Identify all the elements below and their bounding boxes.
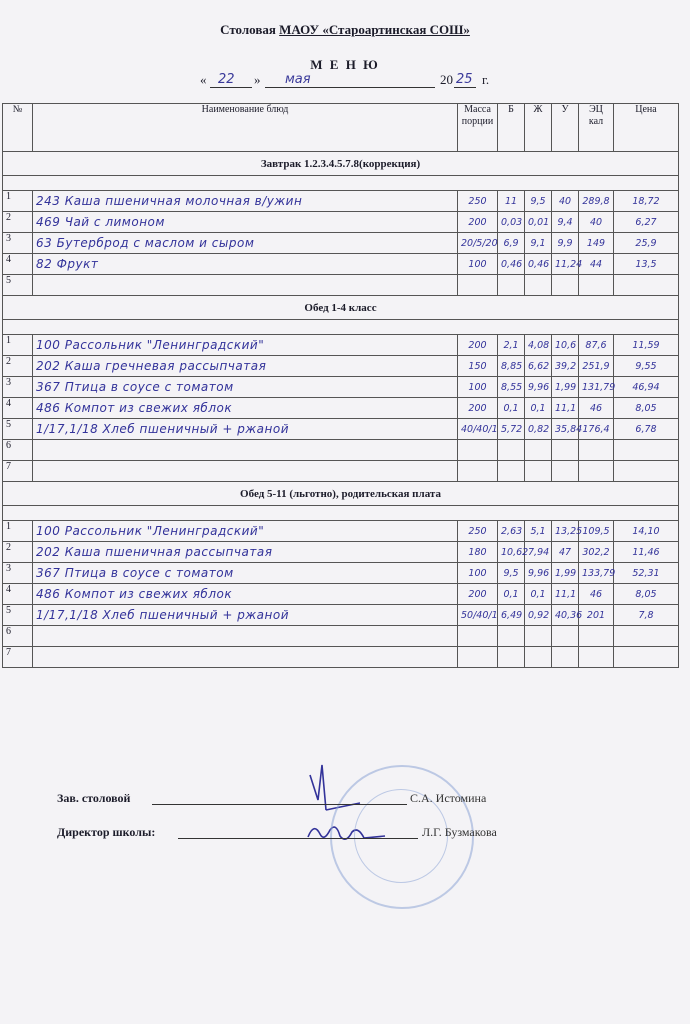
fat-cell: 7,94 — [525, 542, 552, 563]
section-row — [3, 482, 679, 506]
carbs-cell: 11,1 — [552, 398, 579, 419]
row-number: 3 — [3, 233, 33, 254]
section-title: Обед 5-11 (льготно), родительская плата — [3, 482, 679, 506]
mass-cell — [458, 626, 498, 647]
row-number: 2 — [3, 212, 33, 233]
mass-cell — [458, 275, 498, 296]
protein-cell: 0,1 — [498, 584, 525, 605]
dish-name: 469 Чай с лимоном — [33, 212, 458, 233]
carbs-cell — [552, 626, 579, 647]
header-energy: ЭЦ кал — [579, 104, 614, 152]
table-row — [3, 377, 679, 398]
protein-cell: 6,49 — [498, 605, 525, 626]
mass-cell — [458, 461, 498, 482]
dish-name: 82 Фрукт — [33, 254, 458, 275]
protein-cell — [498, 626, 525, 647]
price-cell: 7,8 — [614, 605, 679, 626]
fat-cell: 9,96 — [525, 563, 552, 584]
energy-cell: 46 — [579, 398, 614, 419]
price-cell — [614, 647, 679, 668]
fat-cell: 9,96 — [525, 377, 552, 398]
table-row — [3, 275, 679, 296]
fat-cell — [525, 626, 552, 647]
protein-cell: 6,9 — [498, 233, 525, 254]
row-number: 3 — [3, 377, 33, 398]
energy-cell: 133,79 — [579, 563, 614, 584]
table-row — [3, 584, 679, 605]
document-title — [0, 22, 690, 38]
table-header-row — [3, 104, 679, 152]
date-month-underline — [265, 87, 435, 88]
dish-name: 367 Птица в соусе с томатом — [33, 377, 458, 398]
fat-cell: 9,1 — [525, 233, 552, 254]
energy-cell: 289,8 — [579, 191, 614, 212]
row-number: 1 — [3, 521, 33, 542]
table-row — [3, 563, 679, 584]
price-cell: 8,05 — [614, 584, 679, 605]
mass-cell: 200 — [458, 212, 498, 233]
school-name: МАОУ «Староартинская СОШ» — [279, 22, 470, 37]
date-day-underline — [210, 87, 252, 88]
header-price: Цена — [614, 104, 679, 152]
spacer-cell — [3, 506, 679, 521]
price-cell — [614, 275, 679, 296]
fat-cell: 6,62 — [525, 356, 552, 377]
row-number: 6 — [3, 440, 33, 461]
mass-cell: 150 — [458, 356, 498, 377]
date-suffix: г. — [482, 72, 490, 87]
mass-cell: 100 — [458, 377, 498, 398]
table-row — [3, 233, 679, 254]
energy-cell: 131,79 — [579, 377, 614, 398]
price-cell: 52,31 — [614, 563, 679, 584]
price-cell — [614, 461, 679, 482]
energy-cell — [579, 626, 614, 647]
table-row — [3, 212, 679, 233]
dish-name: 100 Рассольник "Ленинградский" — [33, 335, 458, 356]
table-row — [3, 335, 679, 356]
table-row — [3, 521, 679, 542]
price-cell: 18,72 — [614, 191, 679, 212]
mass-cell: 200 — [458, 398, 498, 419]
table-row — [3, 626, 679, 647]
row-number: 2 — [3, 356, 33, 377]
row-number: 4 — [3, 254, 33, 275]
protein-cell: 9,5 — [498, 563, 525, 584]
table-row — [3, 461, 679, 482]
mass-cell: 20/5/20 — [458, 233, 498, 254]
header-mass: Масса порции — [458, 104, 498, 152]
energy-cell: 302,2 — [579, 542, 614, 563]
dish-name — [33, 461, 458, 482]
mass-cell: 250 — [458, 191, 498, 212]
energy-cell — [579, 461, 614, 482]
price-cell: 14,10 — [614, 521, 679, 542]
fat-cell: 0,1 — [525, 398, 552, 419]
director-signature-line — [178, 838, 418, 839]
header-protein: Б — [498, 104, 525, 152]
mass-cell: 250 — [458, 521, 498, 542]
protein-cell: 5,72 — [498, 419, 525, 440]
protein-cell: 0,1 — [498, 398, 525, 419]
dish-name: 486 Компот из свежих яблок — [33, 584, 458, 605]
carbs-cell: 35,84 — [552, 419, 579, 440]
dish-name: 243 Каша пшеничная молочная в/ужин — [33, 191, 458, 212]
energy-cell: 44 — [579, 254, 614, 275]
section-title: Завтрак 1.2.3.4.5.7.8(коррекция) — [3, 152, 679, 176]
fat-cell: 0,82 — [525, 419, 552, 440]
menu-heading: М Е Н Ю — [310, 57, 380, 72]
carbs-cell: 13,25 — [552, 521, 579, 542]
price-cell: 6,78 — [614, 419, 679, 440]
energy-cell: 40 — [579, 212, 614, 233]
date-year-prefix: 20 — [440, 72, 453, 87]
header-carbs: У — [552, 104, 579, 152]
protein-cell: 10,62 — [498, 542, 525, 563]
carbs-cell: 40 — [552, 191, 579, 212]
fat-cell: 0,46 — [525, 254, 552, 275]
menu-table — [2, 103, 679, 668]
table-row — [3, 419, 679, 440]
table-row — [3, 605, 679, 626]
row-number: 7 — [3, 647, 33, 668]
protein-cell: 0,03 — [498, 212, 525, 233]
mass-cell: 50/40/1 — [458, 605, 498, 626]
energy-cell: 149 — [579, 233, 614, 254]
dish-name: 202 Каша гречневая рассыпчатая — [33, 356, 458, 377]
carbs-cell: 1,99 — [552, 377, 579, 398]
mass-cell: 200 — [458, 584, 498, 605]
date-line — [200, 72, 520, 92]
date-open-quote: « — [200, 72, 207, 87]
protein-cell: 2,1 — [498, 335, 525, 356]
price-cell: 25,9 — [614, 233, 679, 254]
carbs-cell — [552, 461, 579, 482]
mass-cell — [458, 440, 498, 461]
spacer-row — [3, 320, 679, 335]
fat-cell — [525, 275, 552, 296]
mass-cell: 100 — [458, 254, 498, 275]
price-cell: 46,94 — [614, 377, 679, 398]
price-cell: 6,27 — [614, 212, 679, 233]
energy-cell: 251,9 — [579, 356, 614, 377]
protein-cell: 8,55 — [498, 377, 525, 398]
spacer-cell — [3, 176, 679, 191]
row-number: 4 — [3, 398, 33, 419]
dish-name: 367 Птица в соусе с томатом — [33, 563, 458, 584]
mass-cell: 40/40/1 — [458, 419, 498, 440]
spacer-cell — [3, 320, 679, 335]
dish-name: 486 Компот из свежих яблок — [33, 398, 458, 419]
dish-name — [33, 275, 458, 296]
dish-name: 100 Рассольник "Ленинградский" — [33, 521, 458, 542]
row-number: 5 — [3, 605, 33, 626]
section-row — [3, 296, 679, 320]
price-cell: 13,5 — [614, 254, 679, 275]
row-number: 1 — [3, 191, 33, 212]
price-cell: 9,55 — [614, 356, 679, 377]
dish-name — [33, 647, 458, 668]
table-row — [3, 398, 679, 419]
energy-cell — [579, 647, 614, 668]
protein-cell: 11 — [498, 191, 525, 212]
spacer-row — [3, 506, 679, 521]
price-cell — [614, 626, 679, 647]
carbs-cell: 10,6 — [552, 335, 579, 356]
header-dish-name: Наименование блюд — [33, 104, 458, 152]
table-row — [3, 356, 679, 377]
protein-cell: 0,46 — [498, 254, 525, 275]
director-label: Директор школы: — [57, 825, 156, 839]
energy-cell — [579, 440, 614, 461]
carbs-cell: 9,9 — [552, 233, 579, 254]
row-number: 5 — [3, 419, 33, 440]
row-number: 1 — [3, 335, 33, 356]
date-year-underline — [454, 87, 476, 88]
mass-cell: 100 — [458, 563, 498, 584]
section-title: Обед 1-4 класс — [3, 296, 679, 320]
energy-cell: 201 — [579, 605, 614, 626]
row-number: 2 — [3, 542, 33, 563]
fat-cell — [525, 647, 552, 668]
price-cell — [614, 440, 679, 461]
fat-cell: 0,92 — [525, 605, 552, 626]
protein-cell — [498, 647, 525, 668]
spacer-row — [3, 176, 679, 191]
director-name: Л.Г. Бузмакова — [422, 825, 497, 839]
dish-name — [33, 626, 458, 647]
mass-cell — [458, 647, 498, 668]
canteen-signature-line — [152, 804, 407, 805]
row-number: 3 — [3, 563, 33, 584]
carbs-cell: 1,99 — [552, 563, 579, 584]
canteen-manager-label: Зав. столовой — [57, 791, 131, 805]
fat-cell — [525, 461, 552, 482]
date-day: 22 — [218, 72, 235, 87]
fat-cell: 0,1 — [525, 584, 552, 605]
energy-cell: 87,6 — [579, 335, 614, 356]
date-year-suffix: 25 — [456, 72, 473, 87]
mass-cell: 200 — [458, 335, 498, 356]
dish-name: 1/17,1/18 Хлеб пшеничный + ржаной — [33, 605, 458, 626]
table-row — [3, 542, 679, 563]
carbs-cell: 9,4 — [552, 212, 579, 233]
carbs-cell: 39,2 — [552, 356, 579, 377]
protein-cell — [498, 275, 525, 296]
fat-cell: 5,1 — [525, 521, 552, 542]
energy-cell — [579, 275, 614, 296]
row-number: 5 — [3, 275, 33, 296]
row-number: 6 — [3, 626, 33, 647]
row-number: 7 — [3, 461, 33, 482]
dish-name: 202 Каша пшеничная рассыпчатая — [33, 542, 458, 563]
carbs-cell: 47 — [552, 542, 579, 563]
date-close-quote: » — [254, 72, 261, 87]
fat-cell: 9,5 — [525, 191, 552, 212]
price-cell: 11,59 — [614, 335, 679, 356]
carbs-cell: 11,24 — [552, 254, 579, 275]
mass-cell: 180 — [458, 542, 498, 563]
canteen-manager-name: С.А. Истомина — [410, 791, 487, 805]
table-row — [3, 191, 679, 212]
dish-name: 63 Бутерброд с маслом и сыром — [33, 233, 458, 254]
protein-cell: 2,63 — [498, 521, 525, 542]
fat-cell: 0,01 — [525, 212, 552, 233]
carbs-cell — [552, 647, 579, 668]
carbs-cell: 40,36 — [552, 605, 579, 626]
protein-cell: 8,85 — [498, 356, 525, 377]
header-fat: Ж — [525, 104, 552, 152]
table-row — [3, 254, 679, 275]
protein-cell — [498, 440, 525, 461]
table-row — [3, 647, 679, 668]
energy-cell: 176,4 — [579, 419, 614, 440]
energy-cell: 46 — [579, 584, 614, 605]
section-row — [3, 152, 679, 176]
carbs-cell: 11,1 — [552, 584, 579, 605]
dish-name: 1/17,1/18 Хлеб пшеничный + ржаной — [33, 419, 458, 440]
fat-cell: 4,08 — [525, 335, 552, 356]
title-prefix: Столовая — [220, 22, 280, 37]
protein-cell — [498, 461, 525, 482]
date-month: мая — [285, 72, 311, 87]
carbs-cell — [552, 275, 579, 296]
dish-name — [33, 440, 458, 461]
row-number: 4 — [3, 584, 33, 605]
price-cell: 11,46 — [614, 542, 679, 563]
table-row — [3, 440, 679, 461]
carbs-cell — [552, 440, 579, 461]
energy-cell: 109,5 — [579, 521, 614, 542]
header-num: № — [3, 104, 33, 152]
price-cell: 8,05 — [614, 398, 679, 419]
fat-cell — [525, 440, 552, 461]
